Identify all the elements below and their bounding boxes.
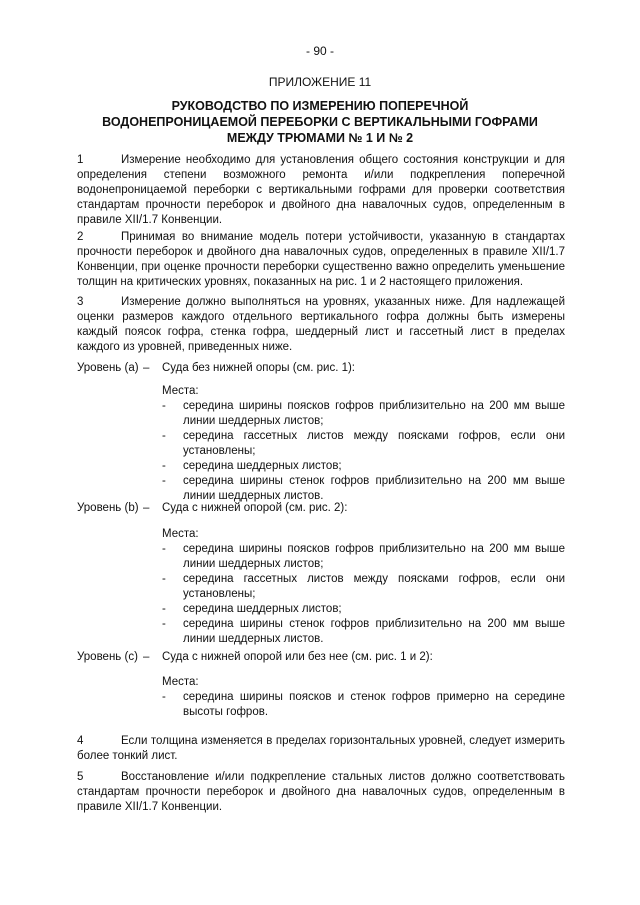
paragraph-text: Принимая во внимание модель потери устойчивости, указанную в стандартах прочности переборок и двойного дна навалочных судов, определенных в правиле XII/1.7 Конвенции, при оценке прочности переборки существенно важно определить уменьшение толщин на критических уровнях, показанных на рис. 1 и 2 настоящего приложения. <box>77 231 565 288</box>
bullet-dash: - <box>162 691 166 703</box>
list-item-text: середина ширины поясков гофров приблизительно на 200 мм выше линии шеддерных листов; <box>183 400 565 427</box>
bullet-dash: - <box>162 400 166 412</box>
level-dash: – <box>143 502 150 514</box>
paragraph-3 <box>77 295 565 355</box>
level-c-places <box>162 675 565 720</box>
list-item <box>162 474 565 504</box>
list-item <box>162 572 565 602</box>
list-item-text: середина гассетных листов между поясками гофров, если они установлены; <box>183 430 565 457</box>
level-text: Суда с нижней опорой или без нее (см. рис. 1 и 2): <box>162 651 433 663</box>
level-label: Уровень (a) <box>77 362 139 374</box>
bullet-dash: - <box>162 430 166 442</box>
list-item <box>162 399 565 429</box>
level-b-places <box>162 527 565 647</box>
list-item-text: середина ширины стенок гофров приблизительно на 200 мм выше линии шеддерных листов. <box>183 475 565 502</box>
level-dash: – <box>143 651 150 663</box>
paragraph-text: Измерение необходимо для установления общего состояния конструкции и для определения степени возможного ремонта и/или подкрепления поперечной водонепроницаемой переборки с вертикальными гофрами для проверки соответствия стандартам прочности переборок и двойного дна навалочных судов, определенным в правиле XII/1.7 Конвенции. <box>77 154 565 226</box>
paragraph-text: Восстановление и/или подкрепление стальных листов должно соответствовать стандартам прочности переборок и двойного дна навалочных судов, определенным в правиле XII/1.7 Конвенции. <box>77 771 565 813</box>
level-dash: – <box>143 362 150 374</box>
level-c <box>77 650 565 665</box>
places-header: Места: <box>162 676 199 688</box>
level-label: Уровень (b) <box>77 502 139 514</box>
list-item-text: середина шеддерных листов; <box>183 460 342 472</box>
bullet-dash: - <box>162 475 166 487</box>
list-item-text: середина шеддерных листов; <box>183 603 342 615</box>
bullet-dash: - <box>162 573 166 585</box>
list-item <box>162 602 565 617</box>
list-item <box>162 617 565 647</box>
bullet-dash: - <box>162 603 166 615</box>
list-item <box>162 542 565 572</box>
appendix-heading: ПРИЛОЖЕНИЕ 11 <box>268 75 372 89</box>
paragraph-text: Измерение должно выполняться на уровнях, указанных ниже. Для надлежащей оценки размеров каждого отдельного вертикального гофра должны быть измерены каждый поясок гофра, стенка гофра, шеддерный лист и гассетный лист в пределах каждого из уровней, приведенных ниже. <box>77 296 565 353</box>
places-list <box>162 690 565 720</box>
list-item <box>162 459 565 474</box>
level-a <box>77 361 565 376</box>
paragraph-number: 5 <box>77 771 84 783</box>
places-header: Места: <box>162 528 199 540</box>
paragraph-number: 2 <box>77 231 84 243</box>
document-title: РУКОВОДСТВО ПО ИЗМЕРЕНИЮ ПОПЕРЕЧНОЙ ВОДОНЕПРОНИЦАЕМОЙ ПЕРЕБОРКИ С ВЕРТИКАЛЬНЫМИ ГОФРАМИ МЕЖДУ ТРЮМАМИ № 1 И № 2 <box>102 99 538 145</box>
level-text: Суда с нижней опорой (см. рис. 2): <box>162 502 348 514</box>
list-item <box>162 429 565 459</box>
paragraph-2 <box>77 230 565 290</box>
bullet-dash: - <box>162 460 166 472</box>
paragraph-number: 3 <box>77 296 84 308</box>
bullet-dash: - <box>162 543 166 555</box>
list-item-text: середина гассетных листов между поясками гофров, если они установлены; <box>183 573 565 600</box>
paragraph-5 <box>77 770 565 815</box>
paragraph-text: Если толщина изменяется в пределах горизонтальных уровней, следует измерить более тонкий лист. <box>77 735 565 762</box>
level-text: Суда без нижней опоры (см. рис. 1): <box>162 362 356 374</box>
level-a-places <box>162 384 565 504</box>
list-item-text: середина ширины поясков и стенок гофров примерно на середине высоты гофров. <box>183 691 565 718</box>
places-header: Места: <box>162 385 199 397</box>
bullet-dash: - <box>162 618 166 630</box>
list-item-text: середина ширины поясков гофров приблизительно на 200 мм выше линии шеддерных листов; <box>183 543 565 570</box>
list-item-text: середина ширины стенок гофров приблизительно на 200 мм выше линии шеддерных листов. <box>183 618 565 645</box>
level-label: Уровень (c) <box>77 651 138 663</box>
level-b <box>77 501 565 516</box>
paragraph-number: 4 <box>77 735 84 747</box>
paragraph-4 <box>77 734 565 764</box>
places-list <box>162 399 565 504</box>
list-item <box>162 690 565 720</box>
places-list <box>162 542 565 647</box>
paragraph-number: 1 <box>77 154 84 166</box>
paragraph-1 <box>77 153 565 228</box>
page-number: - 90 - <box>305 44 334 58</box>
